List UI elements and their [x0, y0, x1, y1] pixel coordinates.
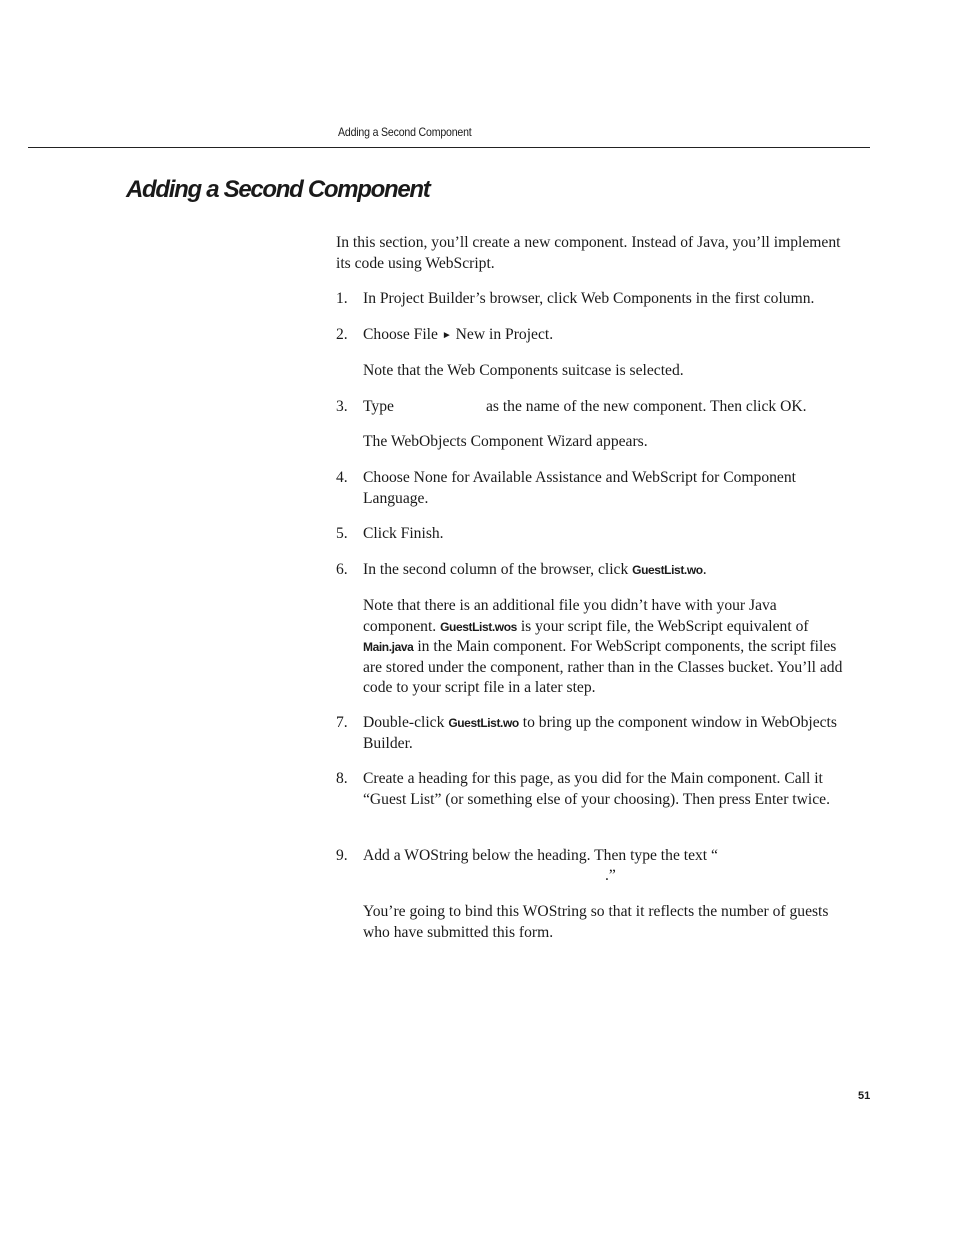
- step-text: Double-click GuestList.wo to bring up the component window in WebObjects Builder.: [363, 714, 837, 752]
- menu-arrow-icon: ►: [441, 330, 452, 341]
- step-text: In Project Builder’s browser, click Web Components in the first column.: [363, 290, 815, 307]
- intro-paragraph: In this section, you’ll create a new component. Instead of Java, you’ll implement its code using WebScript.: [336, 234, 841, 272]
- step-text: Add a WOString below the heading. Then type the text “: [363, 847, 718, 864]
- step-text: Choose File ► New in Project.: [363, 326, 554, 343]
- header-rule: [28, 147, 870, 148]
- step-number: 4.: [336, 469, 348, 486]
- step-number: 9.: [336, 847, 348, 864]
- step-text: In the second column of the browser, click GuestList.wo.: [363, 561, 707, 578]
- file-name: GuestList.wo: [448, 716, 519, 730]
- running-head: Adding a Second Component: [338, 125, 472, 139]
- step-note: You’re going to bind this WOString so that it reflects the number of guests who have submitted this form.: [363, 903, 829, 941]
- step-number: 5.: [336, 525, 348, 542]
- step-text: Click Finish.: [363, 525, 444, 542]
- step-number: 8.: [336, 770, 348, 787]
- step-text: Choose None for Available Assistance and WebScript for Component Language.: [363, 469, 796, 507]
- step-note: Note that there is an additional file you didn’t have with your Java component. GuestList.wos is your script file, the WebScript equivalent of Main.java in the Main component. For WebScript components, the script files are stored under the component, rather than in the Classes bucket. You’ll add code to your script file in a later step.: [363, 597, 843, 696]
- file-name: GuestList.wos: [440, 619, 517, 634]
- step-number: 7.: [336, 714, 348, 731]
- step-note: Note that the Web Components suitcase is selected.: [363, 362, 684, 379]
- section-title: Adding a Second Component: [126, 176, 430, 203]
- step-text: Type as the name of the new component. Then click OK.: [363, 398, 807, 415]
- step-number: 2.: [336, 326, 348, 343]
- step-text: Create a heading for this page, as you did for the Main component. Call it “Guest List” (or something else of your choosing). Then press Enter twice.: [363, 770, 830, 808]
- step-text-tail: .”: [605, 867, 616, 884]
- file-name: GuestList.wo: [632, 563, 703, 577]
- step-note: The WebObjects Component Wizard appears.: [363, 433, 648, 450]
- step-number: 3.: [336, 398, 348, 415]
- file-name: Main.java: [363, 640, 414, 654]
- page-number: 51: [858, 1090, 871, 1102]
- step-number: 1.: [336, 290, 348, 307]
- step-number: 6.: [336, 561, 348, 578]
